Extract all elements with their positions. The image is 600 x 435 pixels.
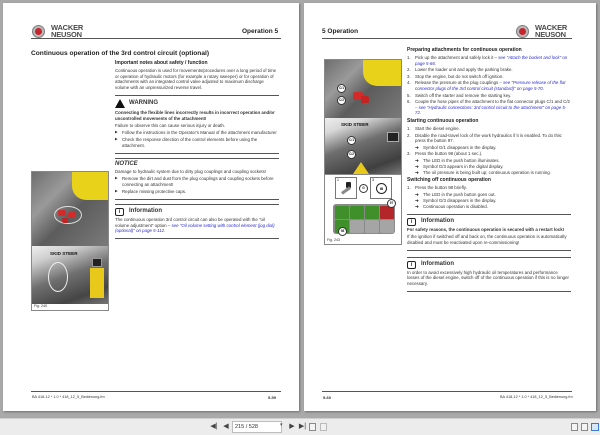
notice-box bbox=[115, 158, 279, 200]
panel-button bbox=[380, 220, 394, 233]
callout-98: 98 bbox=[338, 227, 347, 236]
information-box bbox=[407, 257, 571, 292]
info-text: The continuous operation 3rd control circuit can also be operated with the "oil volume adjustment" option – bbox=[115, 217, 265, 228]
info-label: Information bbox=[421, 260, 454, 267]
step: 1. Start the diesel engine. bbox=[407, 126, 460, 132]
info-bold-text: For safety reasons, the continuous operation is secured with a restart lock! bbox=[407, 226, 565, 232]
info-icon: i bbox=[407, 218, 416, 226]
callout-97: 97 bbox=[387, 199, 396, 208]
preparing-heading: Preparing attachments for continuous operation bbox=[407, 47, 522, 53]
figure-label: SKID STEER bbox=[341, 122, 369, 127]
circular-arrow-icon: III bbox=[376, 183, 387, 194]
switching-off-heading: Switching off continuous operation bbox=[407, 177, 491, 184]
result-arrow-icon: ➜ bbox=[415, 204, 419, 210]
step: 1. Press the button 98 briefly. bbox=[407, 185, 467, 191]
left-content-column bbox=[115, 61, 279, 243]
step: 5. Switch off the starter and remove the starting key. bbox=[407, 92, 512, 98]
info-text: If the ignition if switched off and back on, the continuous operation is automatically disabled and must be reactivated upon re-commissioning! bbox=[407, 233, 567, 245]
result-arrow-icon: ➜ bbox=[415, 157, 419, 163]
notice-action: ▶ Remove the dirt and dust from the plug couplings and coupling sockets before connecting an attachment! bbox=[115, 176, 274, 187]
step: 6. Couple the hose pipes of the attachment to the flat connector plugs C/1 and C/2 – see "Hydraulic connections: 3rd control circuit to the attachment" on page 5-72. bbox=[407, 99, 570, 116]
callout-c2: C/2 bbox=[347, 150, 356, 159]
viewer-toolbar bbox=[0, 418, 600, 435]
callout-c1: C/1 bbox=[347, 136, 356, 145]
prev-page-icon[interactable]: ◀ bbox=[223, 423, 229, 430]
road-travel-lock-symbol: 1 bbox=[335, 177, 357, 199]
rotate-page-icon[interactable] bbox=[309, 423, 316, 431]
skid-steer-panel-photo bbox=[325, 118, 401, 174]
single-page-view-icon[interactable] bbox=[571, 423, 578, 431]
warning-action: ▶ Follow the instructions in the Operator's Manual of the attachment manufacturer bbox=[115, 130, 277, 136]
panel-button bbox=[335, 206, 349, 219]
info-label: Information bbox=[421, 218, 454, 225]
header-rule bbox=[31, 38, 281, 39]
brand-emblem-icon bbox=[516, 25, 529, 38]
step: 3. Stop the engine, but do not switch off ignition. bbox=[407, 73, 504, 79]
page-left bbox=[3, 3, 299, 411]
brand-line2: NEUSON bbox=[51, 29, 82, 39]
bullet-arrow-icon: ▶ bbox=[115, 188, 118, 193]
fit-page-icon[interactable] bbox=[320, 423, 327, 431]
footer-page-number: 5-60 bbox=[323, 395, 332, 400]
cross-reference-link[interactable]: see "Oil volume setting with control element (jog dial) (optional)" on page 5-112. bbox=[115, 222, 275, 234]
footer-rule bbox=[322, 391, 572, 392]
first-page-icon[interactable]: ◀​| bbox=[210, 423, 218, 430]
page-right bbox=[304, 3, 596, 411]
wacker-neuson-logo bbox=[32, 25, 83, 38]
notice-action: ▶ Replace missing protective caps. bbox=[115, 188, 187, 194]
panel-button bbox=[365, 220, 379, 233]
info-text: In order to avoid excessively high hydraulic oil temperatures and performance losses of the diesel engine, switch off of the continuous operation if this is no longer necessary. bbox=[407, 269, 569, 286]
figure-caption: Fig. 240 bbox=[34, 304, 47, 308]
panel-button bbox=[350, 206, 364, 219]
panel-button bbox=[365, 206, 379, 219]
footer-rule bbox=[31, 391, 281, 392]
info-icon: i bbox=[407, 261, 416, 269]
warning-headline: Connecting the flexible lines incorrectly results in incorrect operation and/or uncontrolled movements of the attachment! bbox=[115, 110, 275, 122]
info-label: Information bbox=[129, 208, 162, 215]
info-icon: i bbox=[115, 208, 124, 216]
button-panel bbox=[325, 202, 401, 236]
result-arrow-icon: ➜ bbox=[415, 192, 419, 198]
safety-heading: Important notes about safety / function bbox=[115, 60, 208, 66]
information-box bbox=[115, 204, 279, 239]
result-arrow-icon: ➜ bbox=[415, 144, 419, 150]
step-result: ➜ Symbol G/1 disappears in the display. bbox=[415, 144, 497, 150]
step: 3. Press the button 98 (about 1 sec.). bbox=[407, 151, 483, 156]
notice-label: NOTICE bbox=[115, 161, 138, 168]
cross-reference-link[interactable]: see "Attach the bucket and lock" on page 5-66. bbox=[415, 55, 568, 66]
warning-consequence: Failure to observe this can cause serious injury or death. bbox=[115, 123, 226, 129]
notice-text: Damage to hydraulic system due to dirty plug couplings and coupling sockets! bbox=[115, 169, 267, 175]
callout-c2: C/2 bbox=[337, 96, 346, 105]
figure-243 bbox=[324, 59, 402, 245]
page-dropdown-chevron-icon[interactable]: ▾ bbox=[280, 422, 283, 428]
figure-caption: Fig. 243 bbox=[327, 238, 340, 242]
information-box bbox=[407, 214, 571, 251]
bullet-arrow-icon: ▶ bbox=[115, 176, 118, 181]
skid-steer-cab-photo bbox=[32, 246, 108, 304]
warning-action: ▶ Check the response direction of the control elements before using the attachment. bbox=[115, 137, 258, 148]
step-result: ➜ The oil pressure is being built up; continuous operation is running. bbox=[415, 169, 551, 175]
continuous-view-icon[interactable] bbox=[581, 423, 588, 431]
next-page-icon[interactable]: ▶ bbox=[289, 423, 295, 430]
step: 1. Pick up the attachment and safely lock it – see "Attach the bucket and lock" on page 5-66. bbox=[407, 55, 568, 66]
cross-reference-link[interactable]: – see "Hydraulic connections: 3rd control circuit to the attachment" on page 5-72. bbox=[415, 104, 567, 116]
result-arrow-icon: ➜ bbox=[415, 198, 419, 204]
brand-line2: NEUSON bbox=[535, 29, 566, 39]
panel-button bbox=[350, 220, 364, 233]
safety-body: Continuous operation is used for movements/procedures over a long period of time or operation of hydraulic motors (for example a rotary sweeper) or for operation of attachments with an integrated control valve adjusted to maximum discharge volume with an unpressurized reverse travel. bbox=[115, 68, 277, 90]
step: 4. Release the pressure at the plug couplings – see "Pressure release of the flat connector plugs of the 3rd control circuit (standard)" on page 5-70. bbox=[407, 80, 566, 92]
warning-label: WARNING bbox=[129, 100, 158, 107]
warning-triangle-icon bbox=[115, 99, 125, 108]
figure-240 bbox=[31, 171, 109, 311]
brand-line1: WACKER bbox=[51, 23, 84, 32]
callout-c1: C/1 bbox=[337, 84, 346, 93]
hydraulic-coupling-photo bbox=[32, 172, 108, 246]
two-page-view-icon[interactable] bbox=[591, 423, 599, 431]
cross-reference-link[interactable]: – see "Pressure release of the flat connector plugs of the 3rd control circuit (standard)" on page 5-70. bbox=[415, 80, 566, 92]
footer-doc-id: BA 418-12 * 1.0 * 418_12_5_Bedienung.fm bbox=[500, 395, 573, 399]
figure-label: SKID STEER bbox=[50, 251, 78, 256]
step: 2. Lower the loader unit and apply the parking brake. bbox=[407, 67, 513, 73]
step-result: ➜ Symbol G/3 appears in the digital display. bbox=[415, 163, 504, 169]
callout-g: G bbox=[359, 184, 368, 193]
display-symbols bbox=[325, 174, 401, 202]
continuous-operation-symbol: 3 III bbox=[370, 177, 392, 199]
bullet-arrow-icon: ▶ bbox=[115, 130, 118, 135]
section-header: Operation 5 bbox=[242, 28, 279, 35]
right-content-column bbox=[407, 48, 571, 296]
bullet-arrow-icon: ▶ bbox=[115, 137, 118, 142]
step-result: ➜ The LED in the push button goes out. bbox=[415, 192, 496, 198]
starting-heading: Starting continuous operation bbox=[407, 118, 479, 125]
step: 2. Disable the road-travel lock of the work hydraulics if it is enabled. To do this: press the button 97. bbox=[407, 132, 563, 144]
result-arrow-icon: ➜ bbox=[415, 163, 419, 169]
warning-box bbox=[115, 95, 279, 154]
brand-emblem-icon bbox=[32, 25, 45, 38]
page-title: Continuous operation of the 3rd control circuit (optional) bbox=[31, 50, 210, 57]
result-arrow-icon: ➜ bbox=[415, 169, 419, 175]
page-number-input[interactable]: 215 / 528 bbox=[232, 421, 282, 433]
footer-doc-id: BA 418-12 * 1.0 * 418_12_5_Bedienung.fm bbox=[32, 395, 105, 399]
hydraulic-coupling-photo bbox=[325, 60, 401, 118]
footer-page-number: 5-59 bbox=[268, 395, 277, 400]
step-result: ➜ Continuous operation is disabled. bbox=[415, 204, 488, 210]
step-result: ➜ Symbol G/3 disappears in the display. bbox=[415, 198, 497, 204]
section-header: 5 Operation bbox=[322, 28, 359, 35]
wacker-neuson-logo bbox=[516, 25, 567, 38]
header-rule bbox=[322, 38, 572, 39]
brand-line1: WACKER bbox=[535, 23, 568, 32]
step-result: ➜ The LED in the push button illuminates. bbox=[415, 157, 500, 163]
last-page-icon[interactable]: ▶| bbox=[298, 423, 307, 430]
